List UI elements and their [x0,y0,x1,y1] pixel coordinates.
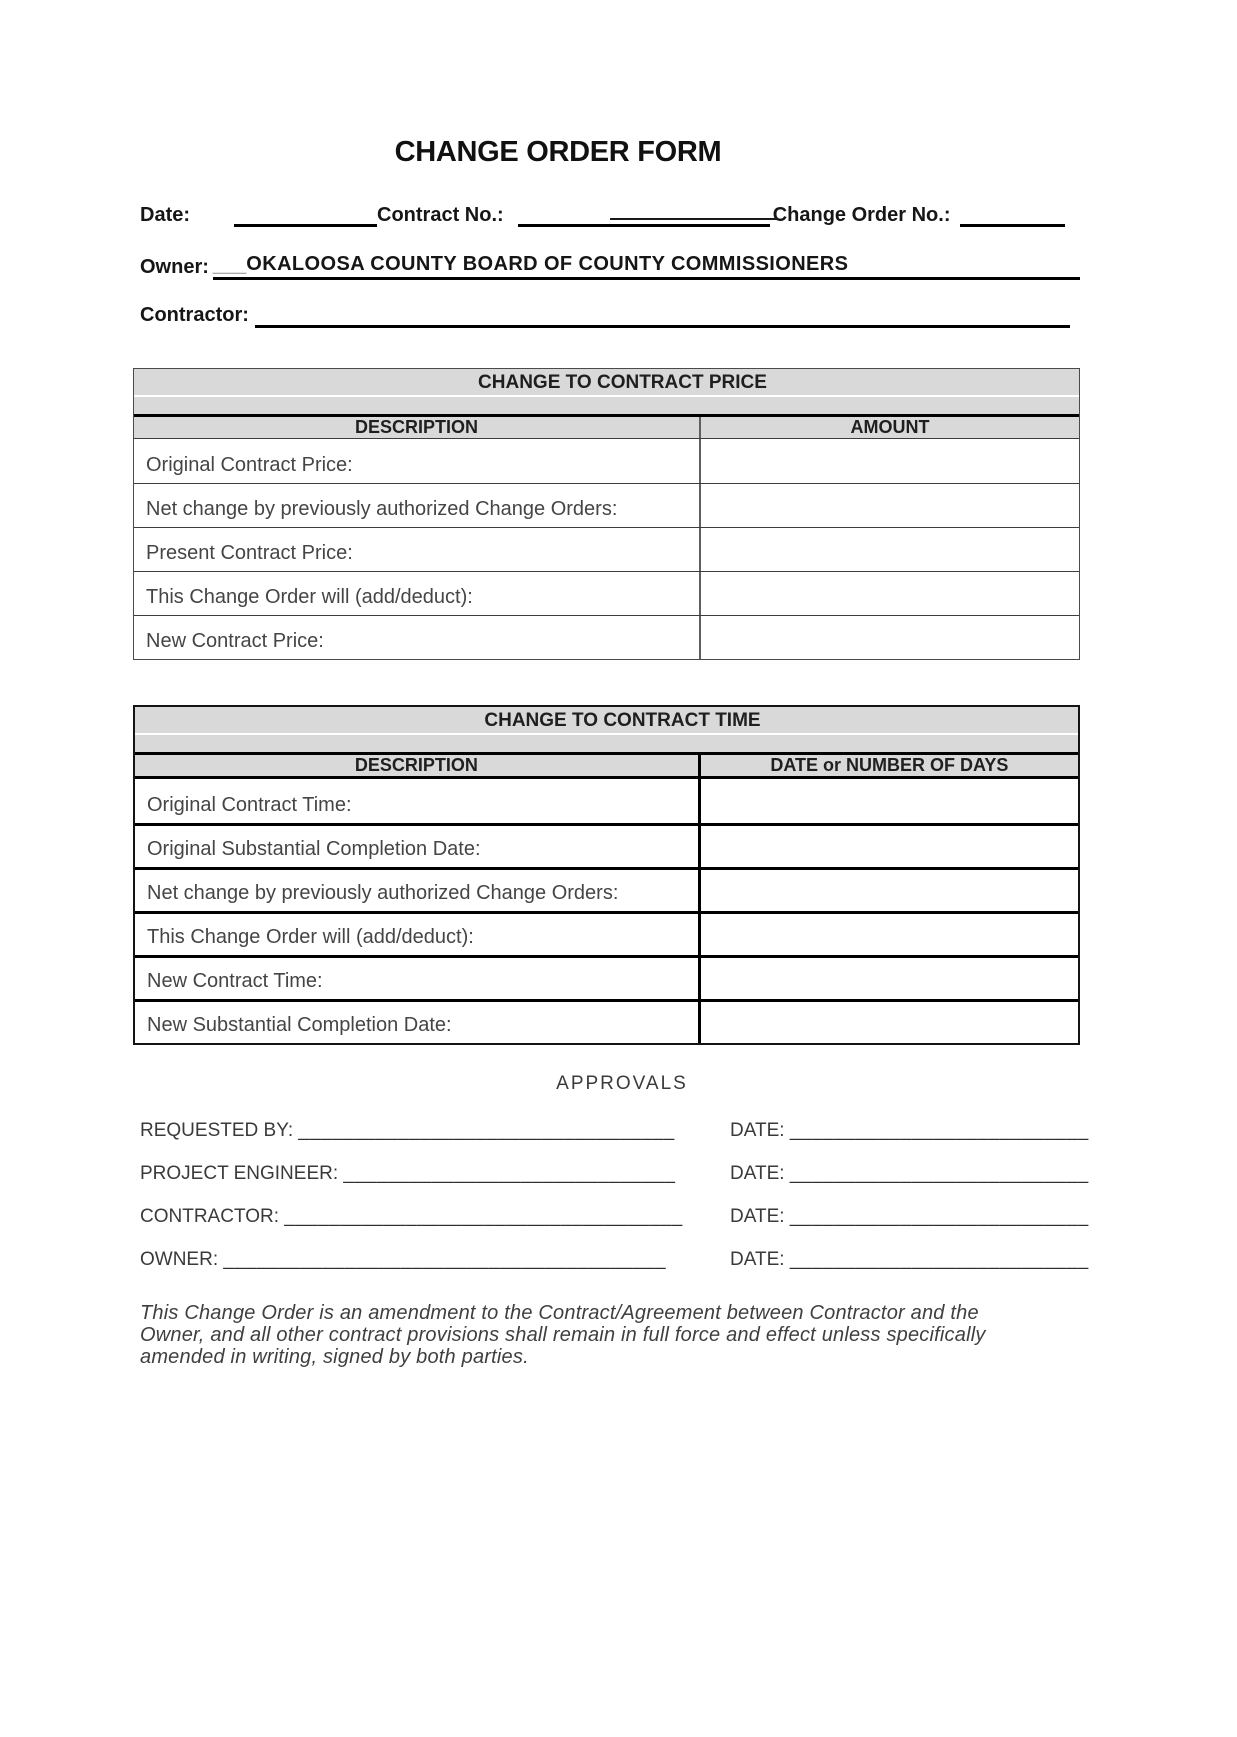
owner-value: OKALOOSA COUNTY BOARD OF COUNTY COMMISSIONERS [246,253,849,275]
change-order-no-label: Change Order No.: [772,204,951,226]
table-row [135,955,1078,999]
owner-row [140,251,1080,280]
price-table-title-band [134,369,1079,414]
owner-label: Owner: [140,256,209,278]
price-table-title-spacer [134,397,1079,414]
time-row-value-cell[interactable] [701,1002,1078,1043]
approvals-heading: APPROVALS [556,1073,688,1094]
approval-row-owner [140,1248,1089,1272]
price-row-description: New Contract Price: [134,616,701,659]
date-fill-line[interactable]: ___________________________ [789,1249,1089,1270]
table-row [135,911,1078,955]
price-row-amount-cell[interactable] [701,528,1079,571]
header-fields-row [140,203,1080,227]
price-row-description: Net change by previously authorized Change Orders: [134,484,701,527]
date-fill-line[interactable]: ___________________________ [789,1120,1089,1141]
time-row-description: This Change Order will (add/deduct): [135,914,701,955]
approval-right [730,1162,1089,1186]
change-to-contract-price-table [133,368,1080,660]
contract-no-overline [610,218,778,220]
time-row-description: New Substantial Completion Date: [135,1002,701,1043]
time-row-value-cell[interactable] [701,826,1078,867]
date-label: DATE: [730,1206,785,1227]
price-table-title: CHANGE TO CONTRACT PRICE [134,369,1079,397]
date-label: DATE: [730,1163,785,1184]
contractor-label: Contractor: [140,304,249,326]
date-label: DATE: [730,1120,785,1141]
owner-prefix-dashes: ___ [212,253,247,275]
price-row-description: This Change Order will (add/deduct): [134,572,701,615]
requested-by-signature-line[interactable]: __________________________________ [298,1120,675,1141]
table-row [135,823,1078,867]
price-row-description: Present Contract Price: [134,528,701,571]
time-row-value-cell[interactable] [701,958,1078,999]
date-fill-line[interactable]: ___________________________ [789,1206,1089,1227]
price-col-amount-header: AMOUNT [850,417,930,437]
approval-left [140,1119,730,1143]
table-row [135,867,1078,911]
price-table-header-row [134,417,1079,439]
time-table-title-spacer [135,735,1078,752]
approval-right [730,1248,1089,1272]
table-row [134,615,1079,659]
owner-input-line[interactable] [213,251,1080,280]
time-table-title: CHANGE TO CONTRACT TIME [135,707,1078,735]
approval-right [730,1119,1089,1143]
approval-row-requested-by [140,1119,1089,1143]
table-row [134,483,1079,527]
contractor-approval-label: CONTRACTOR: [140,1206,279,1227]
amendment-note [140,1302,1080,1368]
amendment-note-line: Owner, and all other contract provisions shall remain in full force and effect unless specifically [140,1324,986,1346]
time-row-description: Original Substantial Completion Date: [135,826,701,867]
owner-signature-line[interactable]: ________________________________________ [223,1249,667,1270]
table-row [134,571,1079,615]
price-row-amount-cell[interactable] [701,616,1079,659]
price-row-amount-cell[interactable] [701,572,1079,615]
table-row [135,999,1078,1043]
contract-no-input-line[interactable] [518,203,770,227]
time-row-value-cell[interactable] [701,870,1078,911]
change-to-contract-time-table [133,705,1080,1045]
price-row-description: Original Contract Price: [134,439,701,483]
price-row-amount-cell[interactable] [701,484,1079,527]
requested-by-label: REQUESTED BY: [140,1120,294,1141]
contractor-input-line[interactable] [255,304,1070,328]
page-title: CHANGE ORDER FORM [394,136,722,168]
contractor-row [140,302,1080,328]
price-col-description-header: DESCRIPTION [134,417,701,438]
table-row [134,439,1079,483]
owner-approval-label: OWNER: [140,1249,219,1270]
date-input-line[interactable] [234,203,377,227]
time-col-description-header: DESCRIPTION [135,755,701,776]
change-order-form-document [140,136,1089,1368]
price-row-amount-cell[interactable] [701,439,1079,483]
amendment-note-line: amended in writing, signed by both parties. [140,1346,529,1368]
time-row-value-cell[interactable] [701,914,1078,955]
project-engineer-label: PROJECT ENGINEER: [140,1163,339,1184]
approval-left [140,1248,730,1272]
project-engineer-signature-line[interactable]: ______________________________ [343,1163,676,1184]
time-row-description: Net change by previously authorized Change Orders: [135,870,701,911]
contract-no-label: Contract No.: [377,204,504,226]
approval-left [140,1162,730,1186]
time-row-value-cell[interactable] [701,779,1078,823]
time-table-header-row [135,755,1078,779]
approval-right [730,1205,1089,1229]
table-row [134,527,1079,571]
contractor-signature-line[interactable]: ____________________________________ [284,1206,683,1227]
time-row-description: Original Contract Time: [135,779,701,823]
approval-row-project-engineer [140,1162,1089,1186]
change-order-no-input-line[interactable] [960,203,1065,227]
time-table-title-band [135,707,1078,752]
approval-row-contractor [140,1205,1089,1229]
date-fill-line[interactable]: ___________________________ [789,1163,1089,1184]
date-label: DATE: [730,1249,785,1270]
date-label: Date: [140,204,191,226]
time-col-value-header: DATE or NUMBER OF DAYS [770,755,1009,775]
amendment-note-line: This Change Order is an amendment to the Contract/Agreement between Contractor and the [140,1302,979,1324]
approval-left [140,1205,730,1229]
table-row [135,779,1078,823]
time-row-description: New Contract Time: [135,958,701,999]
